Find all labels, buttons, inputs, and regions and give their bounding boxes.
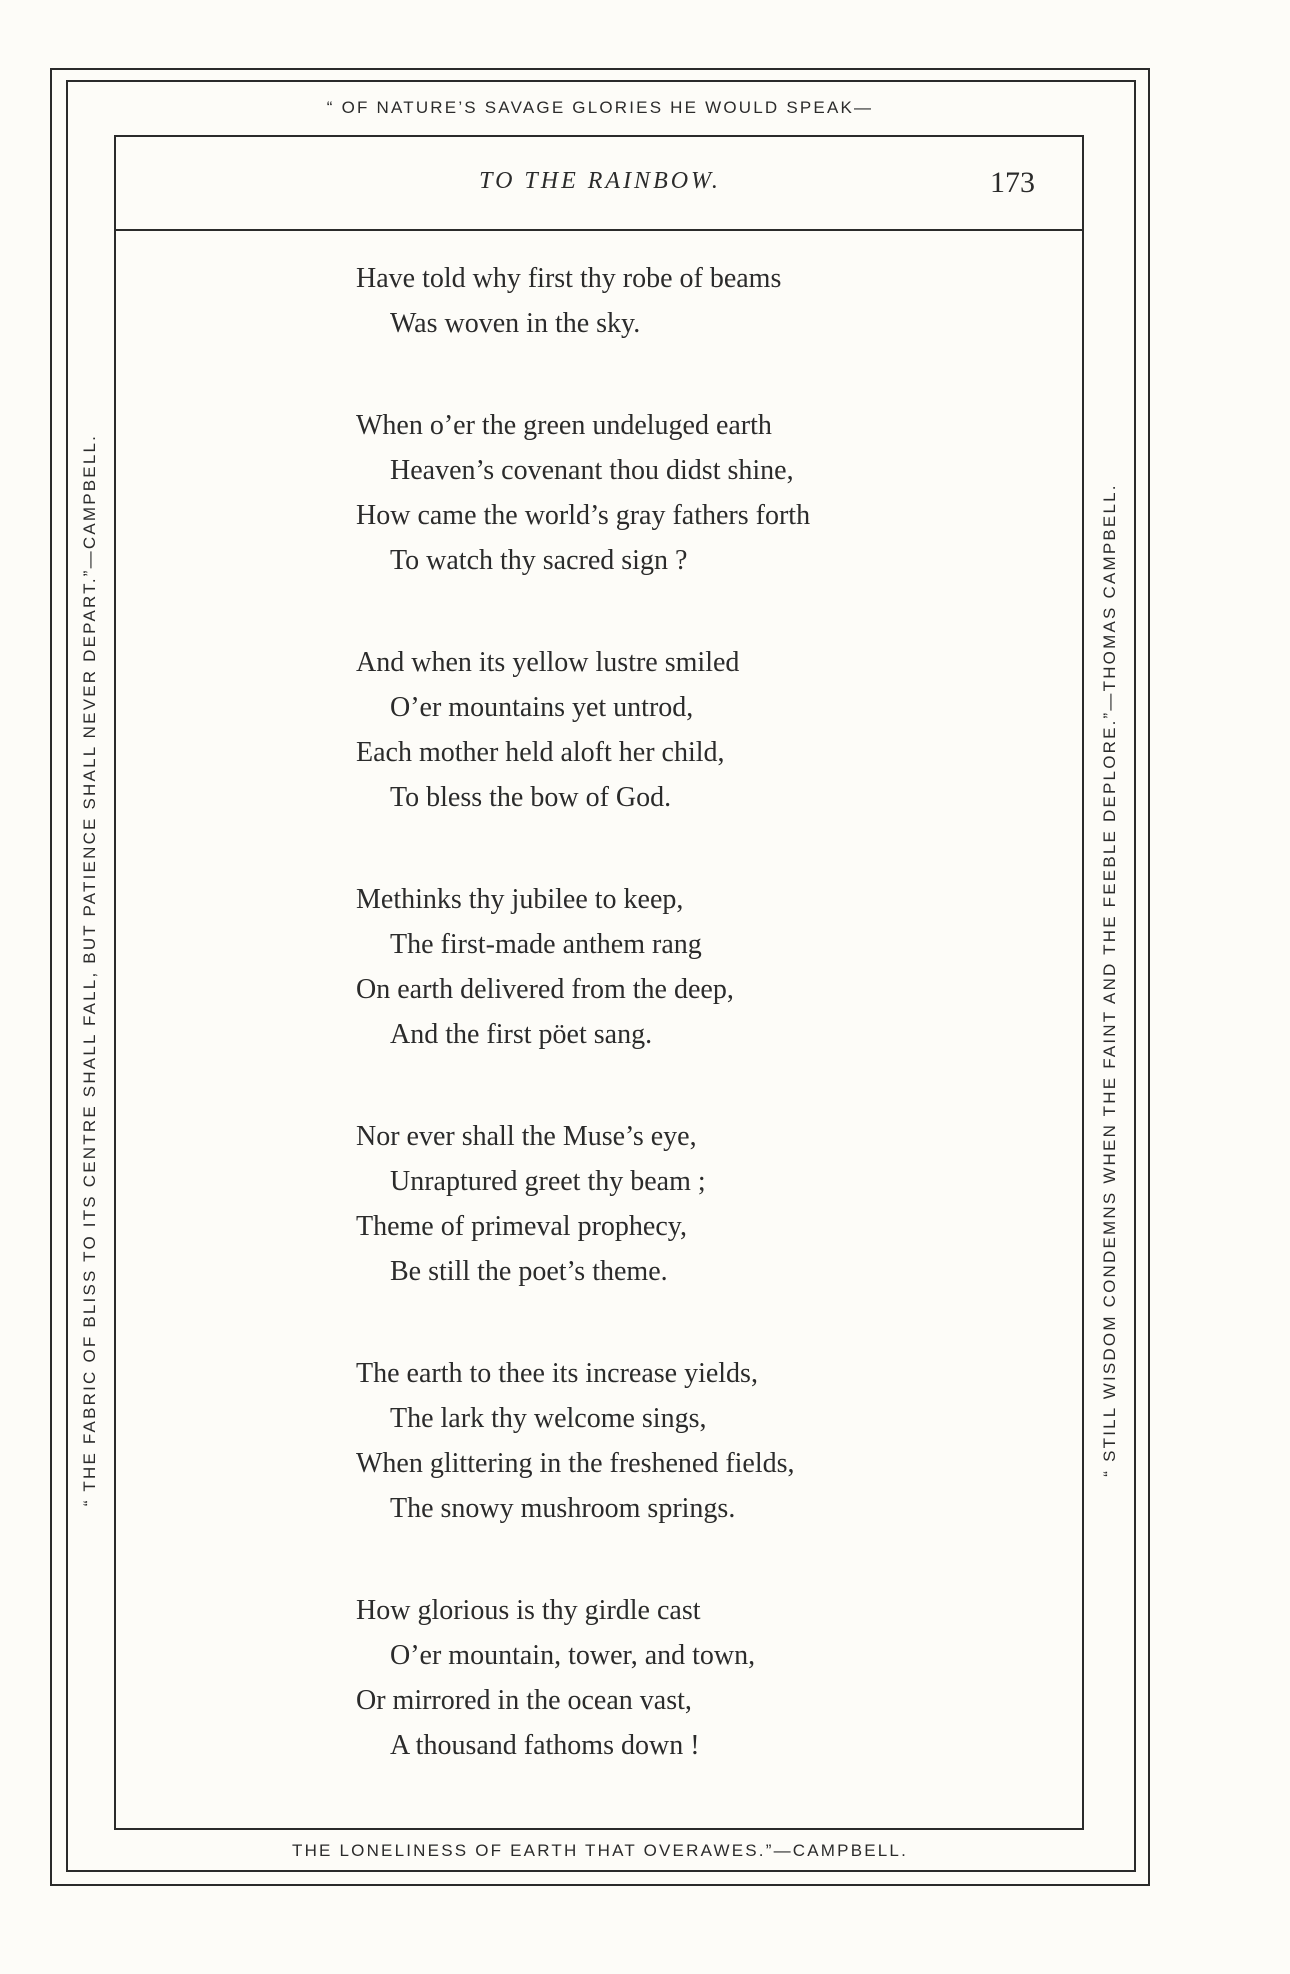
- poem-line: On earth delivered from the deep,: [356, 974, 734, 1005]
- poem-line: Theme of primeval prophecy,: [356, 1211, 687, 1242]
- poem-line: Heaven’s covenant thou didst shine,: [390, 455, 794, 486]
- running-title: TO THE RAINBOW.: [479, 168, 721, 194]
- poem-line: And when its yellow lustre smiled: [356, 647, 740, 678]
- poem-line: How came the world’s gray fathers forth: [356, 500, 811, 531]
- stanza: [356, 640, 1036, 820]
- poem-line: When o’er the green undeluged earth: [356, 410, 772, 441]
- poem-line: When glittering in the freshened fields,: [356, 1448, 795, 1479]
- poem-line: Methinks thy jubilee to keep,: [356, 884, 684, 915]
- poem-line: O’er mountains yet untrod,: [390, 692, 694, 723]
- poem-line: The earth to thee its increase yields,: [356, 1358, 758, 1389]
- poem-line: Or mirrored in the ocean vast,: [356, 1685, 692, 1716]
- page-number: 173: [990, 166, 1035, 199]
- poem-line: To watch thy sacred sign ?: [390, 545, 688, 576]
- poem-line: Unraptured greet thy beam ;: [390, 1166, 706, 1197]
- left-border-quote: “ THE FABRIC OF BLISS TO ITS CENTRE SHALL FALL, BUT PATIENCE SHALL NEVER DEPART.”—CAMPBELL.: [80, 433, 99, 1507]
- poem-line: How glorious is thy girdle cast: [356, 1595, 701, 1626]
- poem-line: Was woven in the sky.: [390, 308, 641, 339]
- stanza: [356, 403, 1036, 583]
- header-rule: [114, 229, 1084, 231]
- poem-line: Each mother held aloft her child,: [356, 737, 725, 768]
- right-border-quote: “ STILL WISDOM CONDEMNS WHEN THE FAINT AND THE FEEBLE DEPLORE.”—THOMAS CAMPBELL.: [1100, 483, 1119, 1477]
- poem-line: The first-made anthem rang: [390, 929, 702, 960]
- poem-line: A thousand fathoms down !: [390, 1730, 700, 1761]
- poem-line: Nor ever shall the Muse’s eye,: [356, 1121, 697, 1152]
- stanza: [356, 1114, 1036, 1294]
- bottom-border-quote: THE LONELINESS OF EARTH THAT OVERAWES.”—CAMPBELL.: [291, 1841, 909, 1860]
- poem-line: The lark thy welcome sings,: [390, 1403, 707, 1434]
- stanza: [356, 877, 1036, 1057]
- poem-line: To bless the bow of God.: [390, 782, 672, 813]
- poem: [356, 256, 1036, 1825]
- stanza: [356, 1351, 1036, 1531]
- poem-line: Be still the poet’s theme.: [390, 1256, 668, 1287]
- top-border-quote: “ OF NATURE’S SAVAGE GLORIES HE WOULD SPEAK—: [326, 98, 874, 117]
- poem-line: The snowy mushroom springs.: [390, 1493, 736, 1524]
- poem-line: And the first pöet sang.: [390, 1019, 653, 1050]
- poem-line: Have told why first thy robe of beams: [356, 263, 782, 294]
- stanza: [356, 256, 1036, 346]
- poem-line: O’er mountain, tower, and town,: [390, 1640, 756, 1671]
- stanza: [356, 1588, 1036, 1768]
